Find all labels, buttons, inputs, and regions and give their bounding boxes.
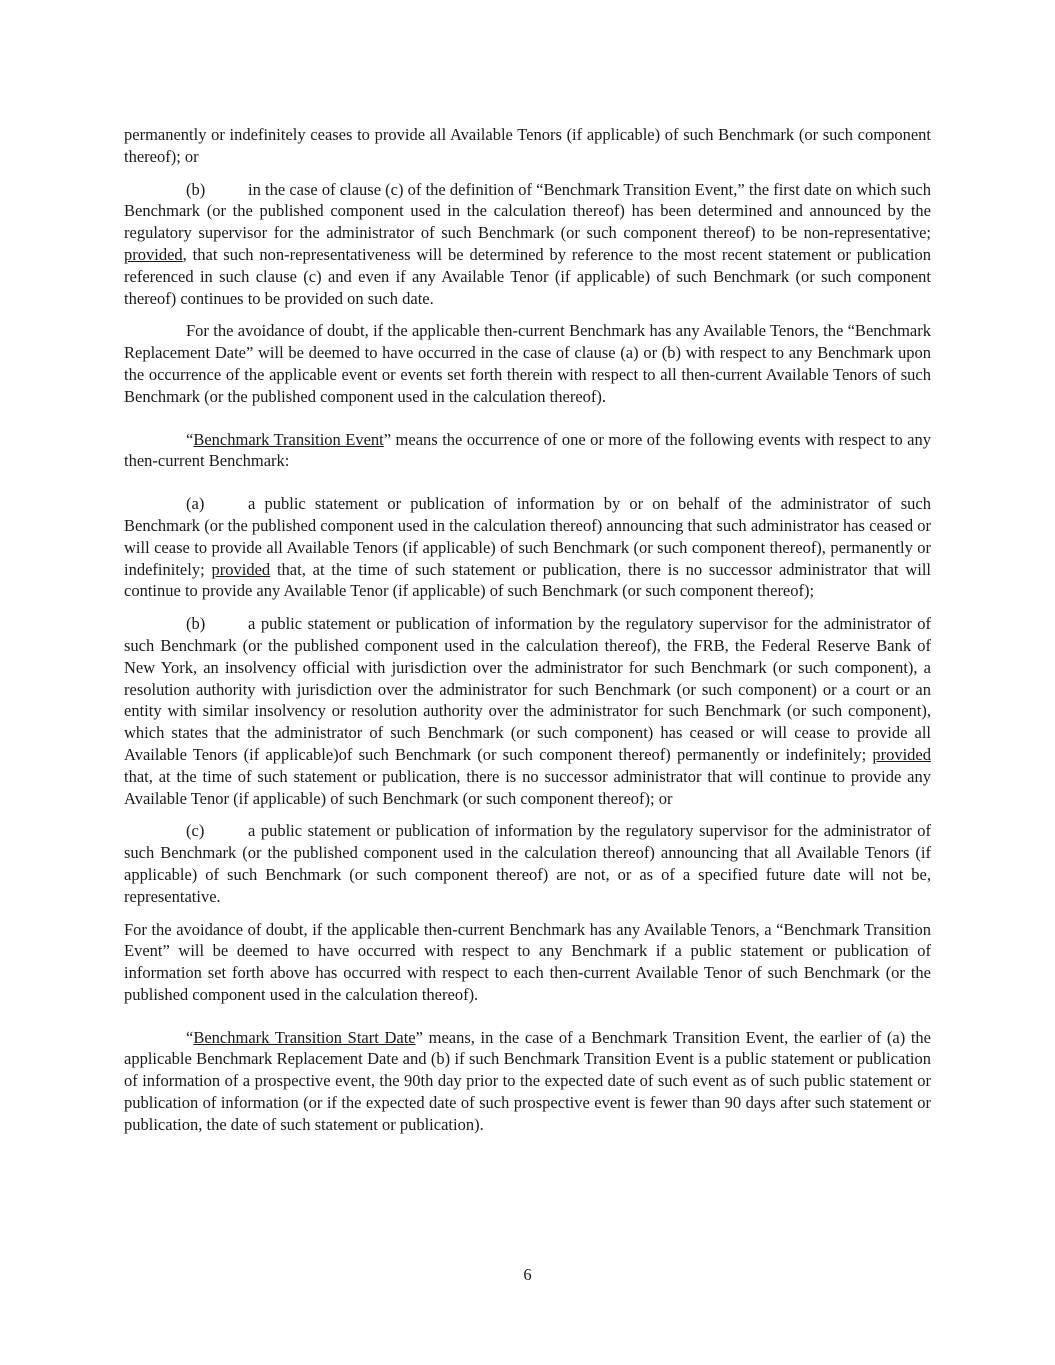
defined-term: Benchmark Transition Start Date: [193, 1027, 416, 1047]
paragraph-continuation: [124, 124, 931, 168]
provided-term: provided: [872, 744, 931, 764]
paragraph-text: a public statement or publication of information by or on behalf of the administrator of such Benchmark (or the published component used in the calculation thereof) announcing that such administrator has ceased or will cease to provide all Available Tenors (if applicable) of such Benchmark (or such component thereof), permanently or indefinitely;: [124, 494, 931, 579]
clause-label: (a): [186, 494, 205, 514]
clause-a-transition-event: [124, 493, 931, 602]
clause-label: (b): [186, 179, 206, 199]
paragraph-text: For the avoidance of doubt, if the applicable then-current Benchmark has any Available Tenors, a “Benchmark Transition Event” will be deemed to have occurred with respect to any Benchmark if a public statement or publication of information set forth above has occurred with respect to each then-current Available Tenor of such Benchmark (or the published component used in the calculation thereof).: [124, 919, 931, 1004]
paragraph-text: For the avoidance of doubt, if the applicable then-current Benchmark has any Available Tenors, the “Benchmark Replacement Date” will be deemed to have occurred in the case of clause (a) or (b) with respect to any Benchmark upon the occurrence of the applicable event or events set forth therein with respect to all then-current Available Tenors of such Benchmark (or the published component used in the calculation thereof).: [124, 321, 931, 406]
provided-term: provided: [211, 559, 271, 579]
paragraph-text: , that such non-representativeness will be determined by reference to the most recent statement or publication referenced in such clause (c) and even if any Available Tenor (if applicable) of such Benchmark (or such component thereof) continues to be provided on such date.: [124, 244, 931, 308]
paragraph-text: ” means, in the case of a Benchmark Transition Event, the earlier of (a) the applicable Benchmark Replacement Date and (b) if such Benchmark Transition Event is a public statement or publication of information of a prospective event, the 90th day prior to the expected date of such event as of such public statement or publication of information (or if the expected date of such prospective event is fewer than 90 days after such statement or publication, the date of such statement or publication).: [124, 1027, 932, 1134]
paragraph-text: ” means the occurrence of one or more of the following events with respect to any then-current Benchmark:: [124, 429, 932, 471]
avoidance-of-doubt-paragraph: [124, 320, 931, 407]
paragraph-text: permanently or indefinitely ceases to provide all Available Tenors (if applicable) of such Benchmark (or such component thereof); or: [124, 125, 931, 166]
definition-benchmark-transition-start-date: [124, 1027, 931, 1136]
open-quote: “: [186, 1027, 194, 1047]
clause-b-replacement-date: [124, 179, 931, 310]
page-number: 6: [523, 1265, 532, 1284]
definition-benchmark-transition-event: [124, 429, 931, 473]
paragraph-text: that, at the time of such statement or publication, there is no successor administrator that will continue to provide any Available Tenor (if applicable) of such Benchmark (or such component thereof); or: [124, 766, 931, 808]
clause-label: (b): [186, 614, 206, 634]
clause-b-transition-event: [124, 613, 931, 809]
paragraph-text: a public statement or publication of information by the regulatory supervisor for the administrator of such Benchmark (or the published component used in the calculation thereof) announcing that all Available Tenors (if applicable) of such Benchmark (or such component thereof) are not, or as of a specified future date will not be, representative.: [124, 821, 931, 906]
clause-c-transition-event: [124, 820, 931, 907]
paragraph-text: that, at the time of such statement or publication, there is no successor administrator that will continue to provide any Available Tenor (if applicable) of such Benchmark (or such component thereof);: [124, 559, 931, 601]
clause-label: (c): [186, 821, 205, 841]
document-body: [124, 124, 931, 1136]
provided-term: provided: [124, 244, 183, 264]
open-quote: “: [186, 429, 194, 449]
avoidance-of-doubt-transition-paragraph: [124, 919, 931, 1006]
paragraph-text: in the case of clause (c) of the definition of “Benchmark Transition Event,” the first date on which such Benchmark (or the published component used in the calculation thereof) has been determined and announced by the regulatory supervisor for the administrator of such Benchmark (or such component thereof) to be non-representative;: [124, 179, 931, 243]
defined-term: Benchmark Transition Event: [193, 429, 384, 449]
paragraph-text: a public statement or publication of information by the regulatory supervisor for the administrator of such Benchmark (or the published component used in the calculation thereof), the FRB, the Federal Reserve Bank of New York, an insolvency official with jurisdiction over the administrator for such Benchmark (or such component), a resolution authority with jurisdiction over the administrator for such Benchmark (or such component) or a court or an entity with similar insolvency or resolution authority over the administrator for such Benchmark (or such component), which states that the administrator of such Benchmark (or such component) has ceased or will cease to provide all Available Tenors (if applicable)of such Benchmark (or such component thereof) permanently or indefinitely;: [124, 614, 931, 764]
